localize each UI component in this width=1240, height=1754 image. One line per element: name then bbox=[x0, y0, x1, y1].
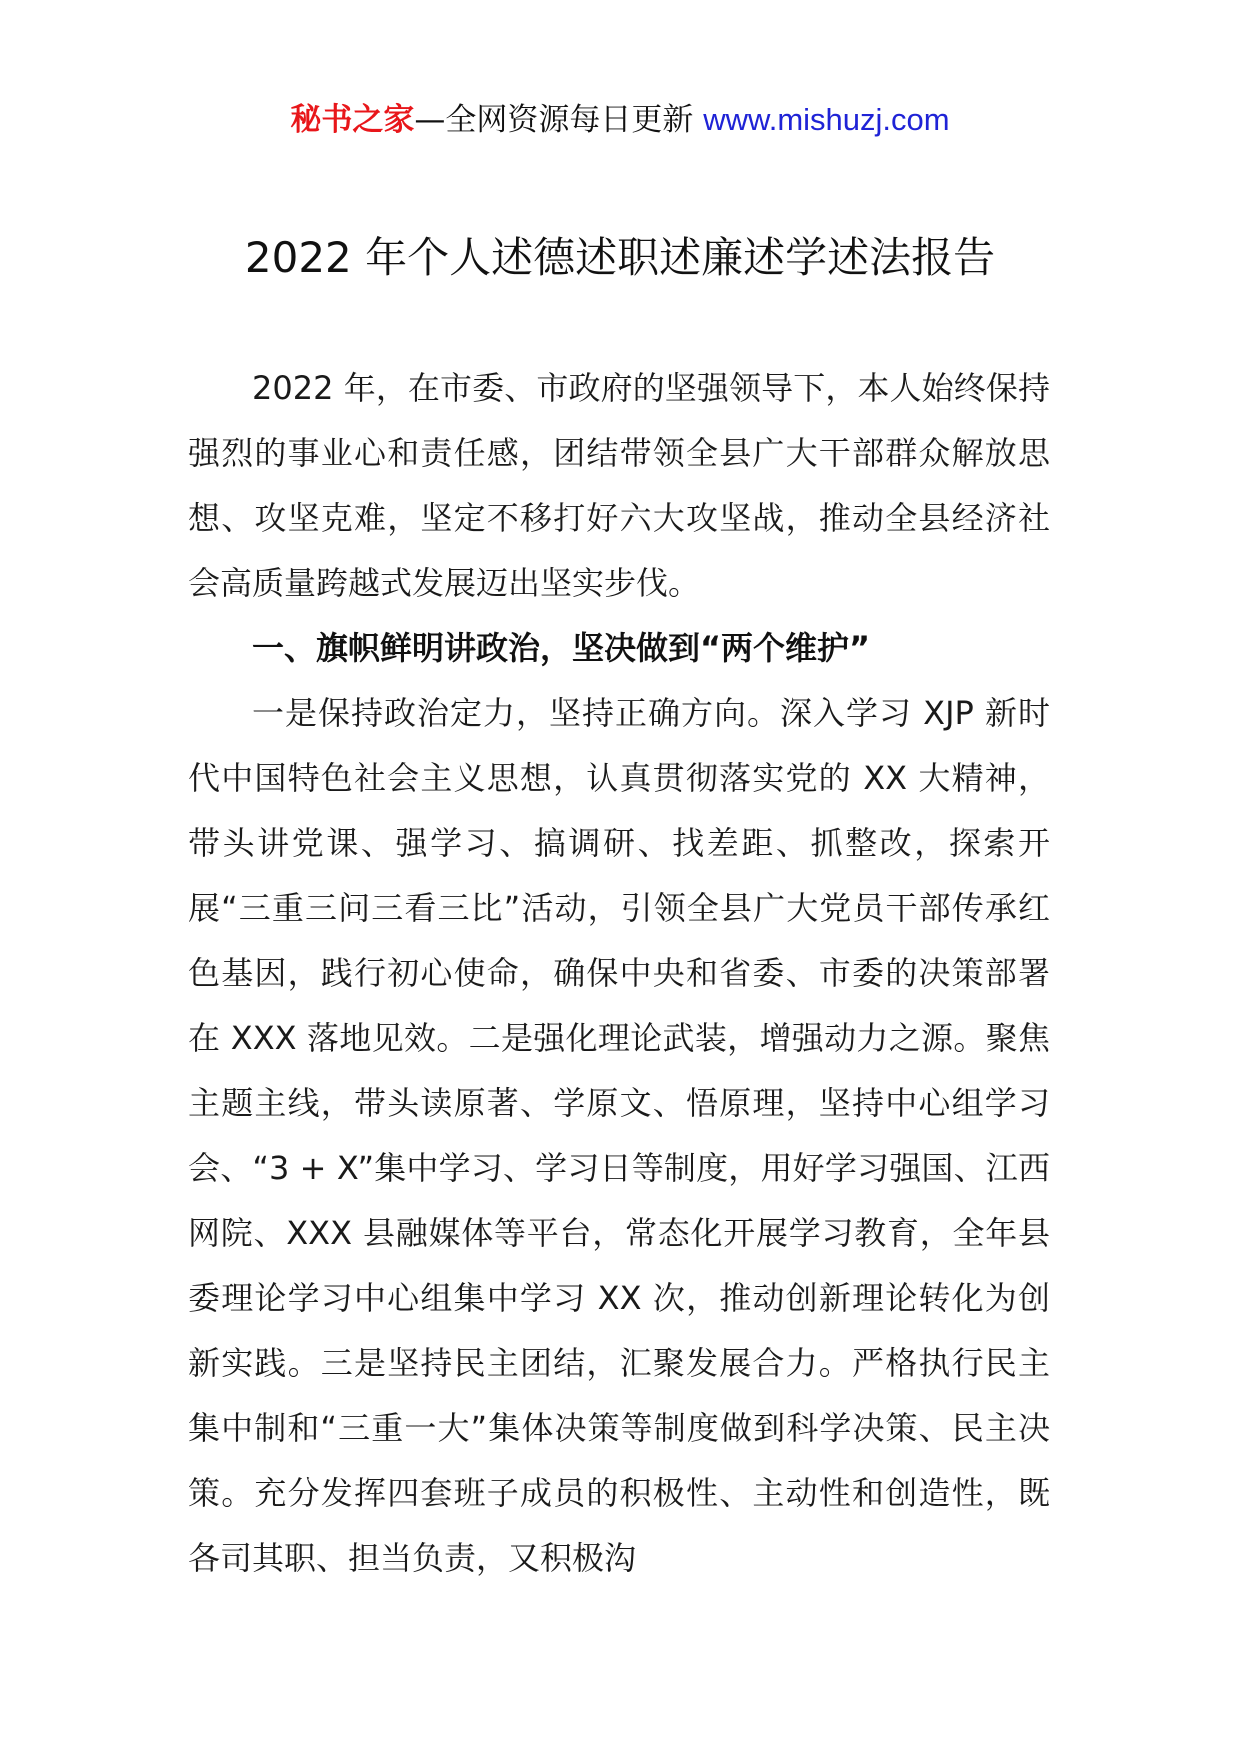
intro-paragraph: 2022 年，在市委、市政府的坚强领导下，本人始终保持强烈的事业心和责任感，团结带领全县广大干部群众解放思想、攻坚克难，坚定不移打好六大攻坚战，推动全县经济社会高质量跨越式发展迈出坚实步伐。 bbox=[188, 369, 1050, 602]
body-paragraph: 一是保持政治定力，坚持正确方向。深入学习 XJP 新时代中国特色社会主义思想，认真贯彻落实党的 XX 大精神，带头讲党课、强学习、搞调研、找差距、抓整改，探索开展“三重三问三看三比”活动，引领全县广大党员干部传承红色基因，践行初心使命，确保中央和省委、市委的决策部署在 XXX 落地见效。二是强化理论武装，增强动力之源。聚焦主题主线，带头读原著、学原文、悟原理，坚持中心组学习会、“3 + X”集中学习、学习日等制度，用好学习强国、江西网院、XXX 县融媒体等平台，常态化开展学习教育，全年县委理论学习中心组集中学习 XX 次，推动创新理论转化为创新实践。三是坚持民主团结，汇聚发展合力。严格执行民主集中制和“三重一大”集体决策等制度做到科学决策、民主决策。充分发挥四套班子成员的积极性、主动性和创造性，既各司其职、担当负责，又积极沟 bbox=[188, 694, 1050, 1577]
document-body bbox=[188, 356, 1050, 1591]
section-heading: 一、旗帜鲜明讲政治，坚决做到“两个维护” bbox=[252, 629, 871, 667]
brand-name: 秘书之家 bbox=[290, 102, 415, 138]
header-tagline: —全网资源每日更新 bbox=[414, 102, 704, 138]
page-header bbox=[0, 100, 1240, 140]
website-link[interactable]: www.mishuzj.com bbox=[703, 102, 950, 137]
document-title: 2022 年个人述德述职述廉述学述法报告 bbox=[244, 233, 996, 282]
